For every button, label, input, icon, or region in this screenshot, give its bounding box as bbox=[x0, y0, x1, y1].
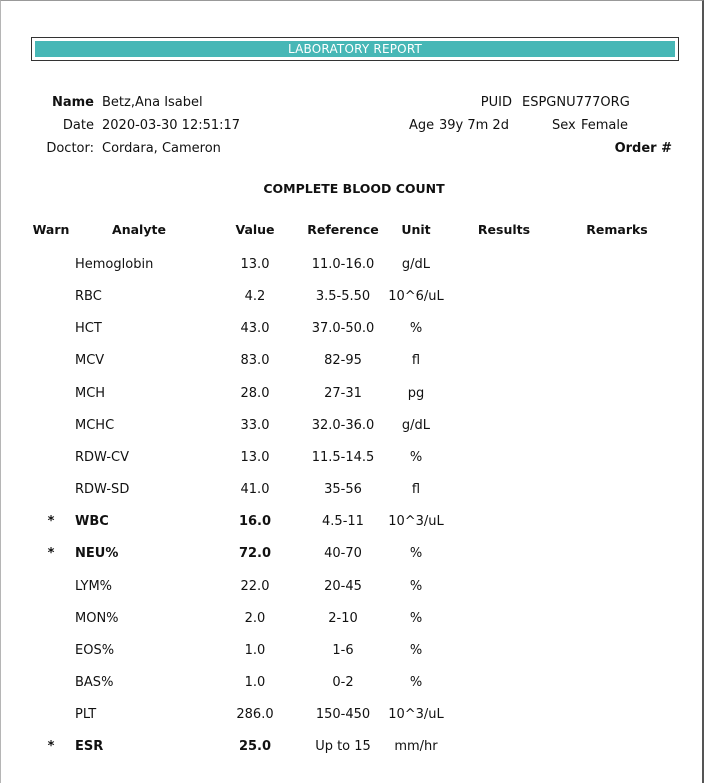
col-header-analyte: Analyte bbox=[112, 222, 166, 237]
row-unit: % bbox=[409, 611, 423, 626]
row-reference: 11.0-16.0 bbox=[311, 257, 375, 272]
row-analyte: MCV bbox=[75, 353, 105, 368]
row-unit: % bbox=[409, 450, 423, 465]
row-reference: Up to 15 bbox=[315, 739, 371, 754]
row-value: 286.0 bbox=[236, 707, 274, 722]
col-header-results: Results bbox=[477, 222, 531, 237]
row-value: 72.0 bbox=[238, 546, 272, 561]
row-reference: 2-10 bbox=[328, 611, 358, 626]
row-analyte: MCH bbox=[75, 386, 106, 401]
row-warn: * bbox=[47, 739, 55, 754]
row-unit: g/dL bbox=[401, 257, 431, 272]
row-unit: 10^6/uL bbox=[388, 289, 444, 304]
row-analyte: MCHC bbox=[75, 418, 115, 433]
col-header-unit: Unit bbox=[401, 222, 431, 237]
section-title: COMPLETE BLOOD COUNT bbox=[263, 181, 445, 196]
sex-label: Sex bbox=[552, 118, 576, 133]
row-unit: % bbox=[409, 321, 423, 336]
row-reference: 35-56 bbox=[324, 482, 362, 497]
row-reference: 37.0-50.0 bbox=[311, 321, 375, 336]
row-analyte: BAS% bbox=[75, 675, 114, 690]
col-header-reference: Reference bbox=[307, 222, 379, 237]
row-value: 41.0 bbox=[240, 482, 270, 497]
puid-label: PUID bbox=[480, 95, 512, 110]
row-reference: 3.5-5.50 bbox=[315, 289, 371, 304]
row-unit: 10^3/uL bbox=[388, 514, 444, 529]
row-unit: % bbox=[409, 675, 423, 690]
row-value: 43.0 bbox=[240, 321, 270, 336]
row-analyte: RDW-SD bbox=[75, 482, 130, 497]
row-analyte: Hemoglobin bbox=[75, 257, 154, 272]
row-reference: 0-2 bbox=[332, 675, 354, 690]
row-value: 33.0 bbox=[240, 418, 270, 433]
row-analyte: PLT bbox=[75, 707, 97, 722]
report-date: 2020-03-30 12:51:17 bbox=[102, 118, 241, 133]
row-unit: fl bbox=[411, 482, 421, 497]
col-header-warn: Warn bbox=[32, 222, 70, 237]
row-warn: * bbox=[47, 514, 55, 529]
row-unit: % bbox=[409, 546, 423, 561]
row-reference: 82-95 bbox=[324, 353, 362, 368]
row-analyte: RDW-CV bbox=[75, 450, 130, 465]
row-analyte: NEU% bbox=[75, 546, 119, 561]
row-unit: g/dL bbox=[401, 418, 431, 433]
col-header-value: Value bbox=[235, 222, 275, 237]
row-analyte: MON% bbox=[75, 611, 119, 626]
row-reference: 4.5-11 bbox=[322, 514, 364, 529]
row-value: 83.0 bbox=[240, 353, 270, 368]
row-unit: pg bbox=[407, 386, 425, 401]
row-unit: 10^3/uL bbox=[388, 707, 444, 722]
report-title-frame bbox=[31, 37, 679, 61]
row-unit: mm/hr bbox=[394, 739, 438, 754]
name-label: Name bbox=[51, 95, 94, 110]
row-reference: 20-45 bbox=[324, 579, 362, 594]
row-value: 13.0 bbox=[240, 257, 270, 272]
row-value: 25.0 bbox=[238, 739, 272, 754]
age-label: Age bbox=[409, 118, 435, 133]
row-analyte: HCT bbox=[75, 321, 102, 336]
row-unit: fl bbox=[411, 353, 421, 368]
row-unit: % bbox=[409, 579, 423, 594]
row-value: 4.2 bbox=[244, 289, 266, 304]
row-analyte: WBC bbox=[75, 514, 109, 529]
row-reference: 11.5-14.5 bbox=[311, 450, 375, 465]
row-analyte: ESR bbox=[75, 739, 104, 754]
row-reference: 27-31 bbox=[324, 386, 362, 401]
row-unit: % bbox=[409, 643, 423, 658]
date-label: Date bbox=[62, 118, 94, 133]
sex-value: Female bbox=[581, 118, 629, 133]
row-value: 2.0 bbox=[244, 611, 266, 626]
doctor-label: Doctor: bbox=[46, 141, 94, 156]
row-value: 28.0 bbox=[240, 386, 270, 401]
doctor-name: Cordara, Cameron bbox=[102, 141, 221, 156]
row-reference: 32.0-36.0 bbox=[311, 418, 375, 433]
row-reference: 1-6 bbox=[332, 643, 354, 658]
row-value: 1.0 bbox=[244, 675, 266, 690]
age-value: 39y 7m 2d bbox=[439, 118, 509, 133]
row-analyte: EOS% bbox=[75, 643, 115, 658]
row-warn: * bbox=[47, 546, 55, 561]
row-value: 1.0 bbox=[244, 643, 266, 658]
patient-name: Betz,Ana Isabel bbox=[102, 95, 203, 110]
order-label: Order # bbox=[614, 141, 672, 156]
row-reference: 150-450 bbox=[315, 707, 371, 722]
row-value: 16.0 bbox=[238, 514, 272, 529]
row-analyte: LYM% bbox=[75, 579, 113, 594]
row-value: 13.0 bbox=[240, 450, 270, 465]
col-header-remarks: Remarks bbox=[586, 222, 648, 237]
report-title: LABORATORY REPORT bbox=[35, 41, 675, 57]
row-value: 22.0 bbox=[240, 579, 270, 594]
puid-value: ESPGNU777ORG bbox=[522, 95, 630, 110]
row-analyte: RBC bbox=[75, 289, 102, 304]
row-reference: 40-70 bbox=[324, 546, 362, 561]
